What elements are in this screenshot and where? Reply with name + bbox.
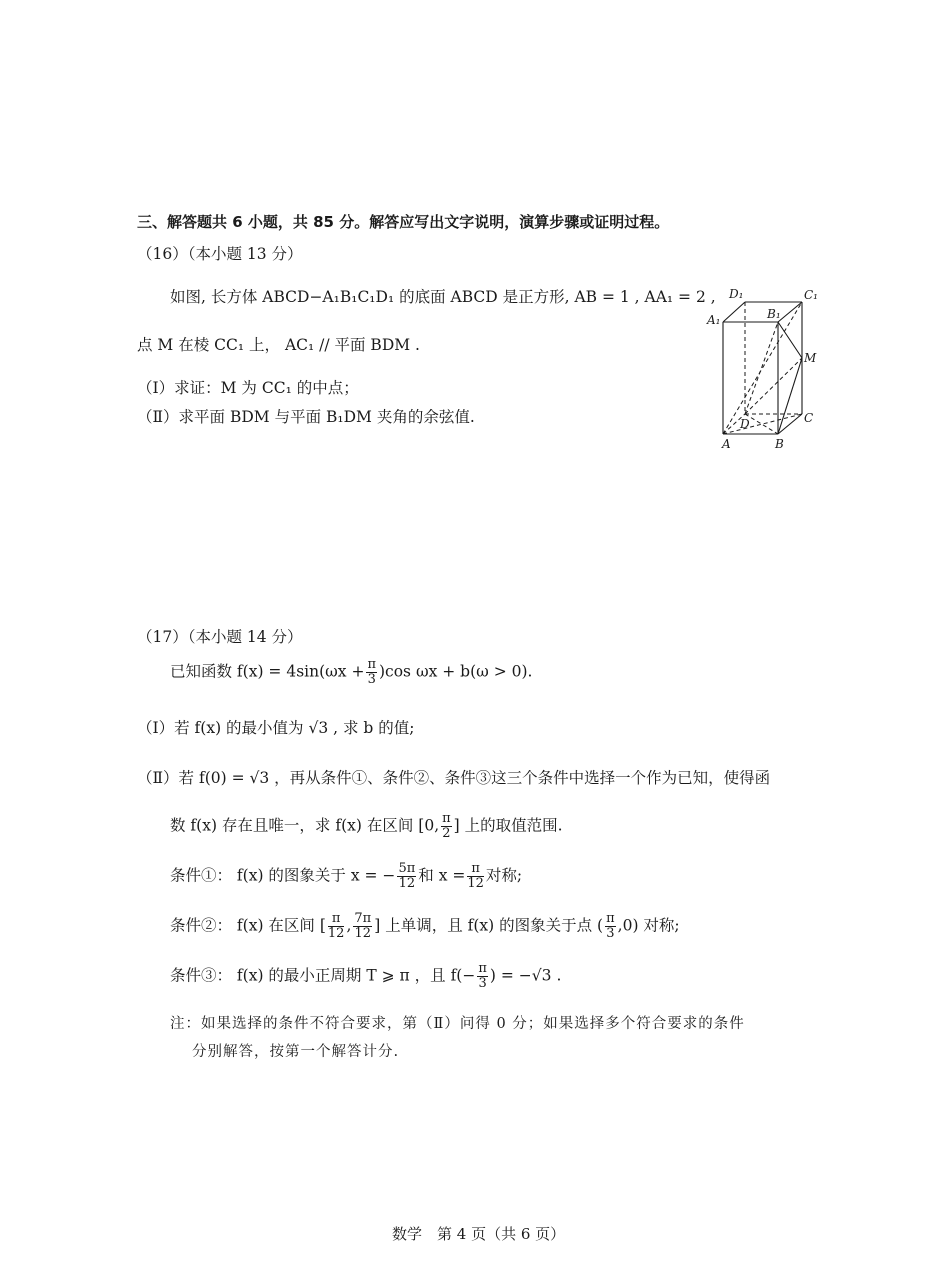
q17-part1: （Ⅰ）若 f(x) 的最小值为 √3 , 求 b 的值; — [137, 719, 415, 737]
q17-function: 已知函数 f(x) = 4sin(ωx + $\frac{\pi}{3}$ )cos ωx + b(ω > 0). — [170, 657, 533, 687]
section-title: 三、解答题共 6 小题，共 85 分。解答应写出文字说明，演算步骤或证明过程。 — [137, 213, 670, 231]
q17-note-line2: 分别解答，按第一个解答计分. — [192, 1044, 400, 1060]
edge-DB — [745, 414, 778, 434]
q17-part2-line1: （Ⅱ）若 f(0) = √3 ，再从条件①、条件②、条件③这三个条件中选择一个作为已知，使得函 — [137, 769, 771, 787]
q16-intro-line2: 点 M 在棱 CC₁ 上， AC₁ // 平面 BDM . — [137, 336, 420, 354]
label-A1: A₁ — [707, 313, 721, 327]
label-C1: C₁ — [804, 288, 818, 302]
q17-header: （17）（本小题 14 分） — [137, 628, 303, 646]
label-D: D — [740, 417, 750, 431]
page-footer: 数学 第 4 页（共 6 页） — [392, 1225, 566, 1243]
edge-A1D1 — [723, 302, 745, 322]
q16-header: （16）（本小题 13 分） — [137, 245, 303, 263]
q17-part2-line2: 数 f(x) 存在且唯一，求 f(x) 在区间 [0, $\frac{\pi}{2}$ ] 上的取值范围. — [170, 811, 563, 841]
q16-part2: （Ⅱ）求平面 BDM 与平面 B₁DM 夹角的余弦值. — [137, 408, 475, 426]
label-B1: B₁ — [767, 307, 781, 321]
q16-intro-line1: 如图, 长方体 ABCD−A₁B₁C₁D₁ 的底面 ABCD 是正方形, AB = 1 , AA₁ = 2 , — [170, 288, 716, 306]
edge-B1C1 — [778, 302, 802, 322]
label-B: B — [775, 437, 784, 451]
label-M: M — [804, 351, 817, 365]
prism-figure — [700, 282, 830, 454]
q17-condition1: 条件①： f(x) 的图象关于 x = − $\frac{5\pi}{12}$ 和 x = $\frac{\pi}{12}$ 对称; — [170, 861, 523, 891]
q17-condition2: 条件②： f(x) 在区间 [ $\frac{\pi}{12}$ , $\frac{7\pi}{12}$ ] 上单调，且 f(x) 的图象关于点 ( $\frac{\pi}{3}$ ,0) 对称; — [170, 911, 680, 941]
q17-condition3: 条件③： f(x) 的最小正周期 T ⩾ π ，且 f(− $\frac{\pi}{3}$ ) = −√3 . — [170, 961, 562, 991]
label-C: C — [804, 411, 814, 425]
q17-note-line1: 注：如果选择的条件不符合要求，第（Ⅱ）问得 0 分；如果选择多个符合要求的条件 — [170, 1016, 745, 1032]
q16-part1: （Ⅰ）求证：M 为 CC₁ 的中点； — [137, 379, 359, 397]
label-A: A — [722, 437, 731, 451]
label-D1: D₁ — [729, 287, 744, 301]
edge-DB1 — [745, 322, 778, 414]
edge-B1M — [778, 322, 802, 358]
